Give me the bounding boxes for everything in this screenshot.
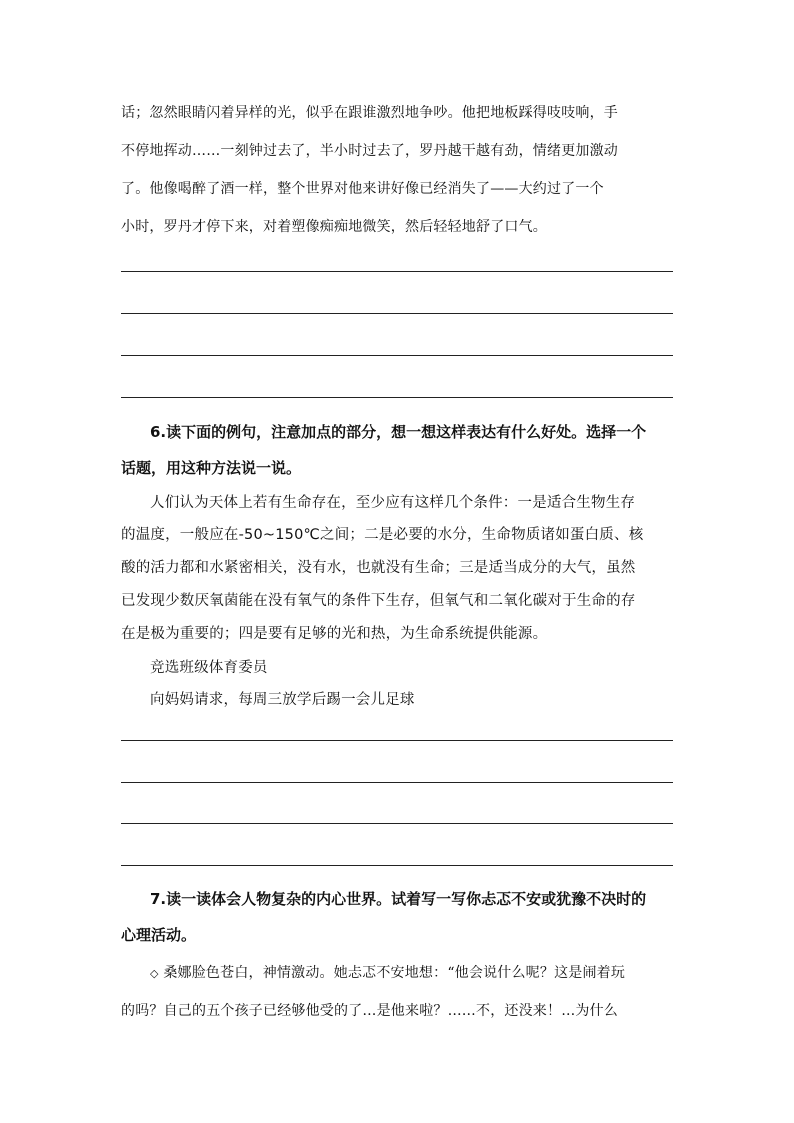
q6-title-line-2: 话题，用这种方法说一说。 [121, 459, 302, 477]
q6-topic-1: 竞选班级体育委员 [150, 660, 268, 676]
q7-passage-line-2: 的吗？自己的五个孩子已经够他受的了…是他来啦？……不，还没来！…为什么 [121, 1003, 618, 1019]
q7-passage-text-1: 桑娜脸色苍白，神情激动。她忐忑不安地想：“他会说什么呢？这是闹着玩 [163, 965, 626, 981]
answer-line[interactable] [121, 782, 673, 783]
answer-line[interactable] [121, 740, 673, 741]
q6-example-line-4: 已发现少数厌氧菌能在没有氧气的条件下生存，但氧气和二氧化碳对于生命的存 [121, 593, 636, 609]
q6-topic-2: 向妈妈请求，每周三放学后踢一会儿足球 [150, 692, 415, 708]
passage-line-2: 不停地挥动……一刻钟过去了，半小时过去了，罗丹越干越有劲，情绪更加激动 [121, 143, 618, 159]
q6-example-line-2: 的温度，一般应在-50~150℃之间；二是必要的水分，生命物质诸如蛋白质、核 [121, 527, 644, 543]
answer-line[interactable] [121, 823, 673, 824]
answer-line[interactable] [121, 271, 673, 272]
answer-line[interactable] [121, 865, 673, 866]
bullet-icon: ◇ [150, 967, 159, 980]
q7-title-line-2: 心理活动。 [121, 926, 197, 944]
answer-line[interactable] [121, 397, 673, 398]
passage-line-1: 话；忽然眼睛闪着异样的光，似乎在跟谁激烈地争吵。他把地板踩得吱吱响，手 [121, 105, 618, 121]
q6-title-line-1: 6.读下面的例句，注意加点的部分，想一想这样表达有什么好处。选择一个 [150, 423, 647, 441]
q6-example-line-1: 人们认为天体上若有生命存在，至少应有这样几个条件：一是适合生物生存 [150, 495, 636, 511]
answer-line[interactable] [121, 313, 673, 314]
passage-line-4: 小时，罗丹才停下来，对着塑像痴痴地微笑，然后轻轻地舒了口气。 [121, 219, 547, 235]
q7-passage-line-1 [150, 962, 625, 982]
passage-line-3: 了。他像喝醉了酒一样，整个世界对他来讲好像已经消失了——大约过了一个 [121, 181, 604, 197]
answer-line[interactable] [121, 355, 673, 356]
q7-title-line-1: 7.读一读体会人物复杂的内心世界。试着写一写你忐忑不安或犹豫不决时的 [150, 890, 647, 908]
q6-example-line-3: 酸的活力都和水紧密相关，没有水，也就没有生命；三是适当成分的大气，虽然 [121, 560, 636, 576]
q6-example-line-5: 在是极为重要的；四是要有足够的光和热，为生命系统提供能源。 [121, 626, 548, 642]
